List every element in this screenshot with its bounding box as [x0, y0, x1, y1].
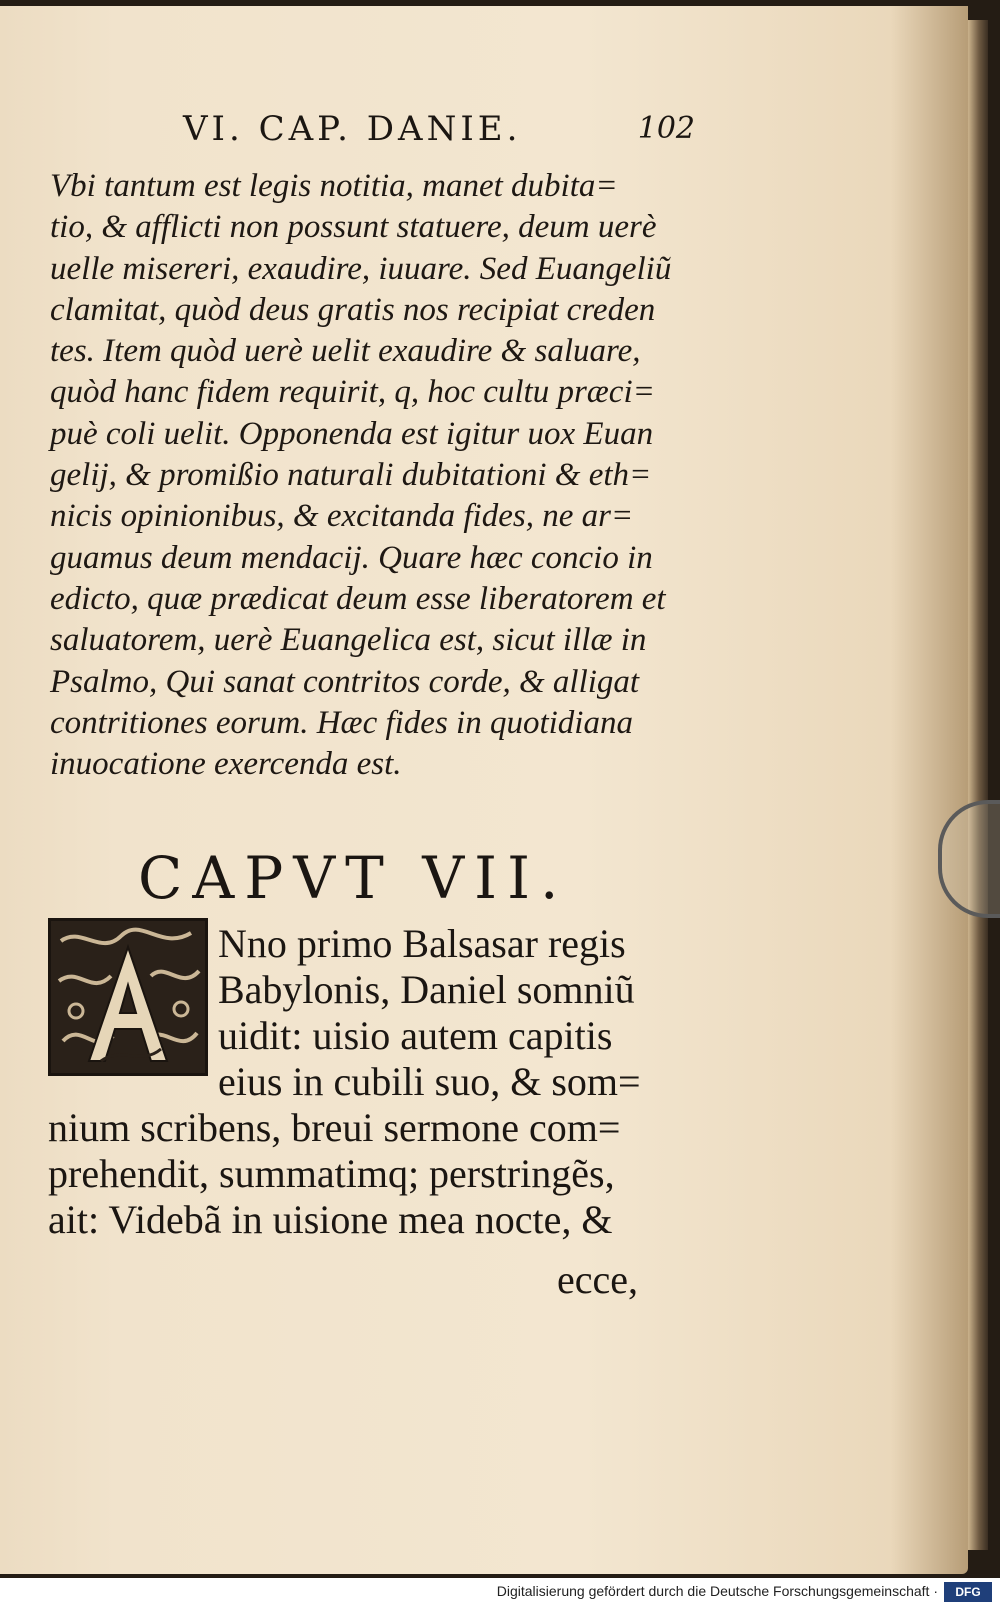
text-line: Vbi tantum est legis notitia, manet dubita= — [50, 168, 618, 204]
decorated-initial-icon — [48, 918, 208, 1076]
page-number: 102 — [637, 111, 695, 146]
text-line: nicis opinionibus, & excitanda fides, ne ar= — [50, 498, 634, 535]
text-line: gelij, & promißio naturali dubitationi & eth= — [50, 457, 652, 494]
text-line: clamitat, quòd deus gratis nos recipiat creden — [50, 291, 656, 328]
commentary-paragraph — [50, 166, 690, 785]
text-line: inuocatione exercenda est. — [50, 746, 402, 783]
text-line: tes. Item quòd uerè uelit exaudire & saluare, — [50, 333, 641, 370]
book-page — [0, 6, 968, 1574]
text-line: tio, & afflicti non possunt statuere, deum uerè — [50, 209, 657, 246]
text-line: uelle misereri, exaudire, iuuare. Sed Euangeliũ — [50, 250, 672, 287]
text-line: Nno primo Balsasar regis — [218, 921, 626, 966]
text-line: nium scribens, breui sermone com= — [48, 1105, 621, 1150]
text-line: uidit: uisio autem capitis — [218, 1013, 613, 1058]
page-header — [175, 104, 695, 154]
footer-bar — [0, 1578, 1000, 1607]
text-line: puè coli uelit. Opponenda est igitur uox Euan — [50, 415, 654, 452]
text-line: contritiones eorum. Hæc fides in quotidiana — [50, 704, 633, 741]
catchword: ecce, — [556, 1257, 638, 1302]
running-head: VI. CAP. DANIE. — [183, 109, 522, 149]
text-line: eius in cubili suo, & som= — [218, 1059, 641, 1104]
funding-credit: Digitalisierung gefördert durch die Deutsche Forschungsgemeinschaft · — [496, 1583, 938, 1599]
text-line: edicto, quæ prædicat deum esse liberatorem et — [50, 580, 666, 617]
text-line: Babylonis, Daniel somniũ — [218, 967, 635, 1012]
dfg-logo-icon: DFG — [944, 1582, 992, 1602]
text-line: ait: Videbã in uisione mea nocte, & — [48, 1197, 613, 1242]
text-line: guamus deum mendacij. Quare hæc concio in — [50, 539, 653, 576]
text-line: quòd hanc fidem requirit, q, hoc cultu præci= — [50, 374, 655, 411]
text-line: saluatorem, uerè Euangelica est, sicut illæ in — [50, 622, 647, 659]
chapter-title: CAPVT VII. — [138, 844, 569, 912]
text-line: prehendit, summatimq; perstringẽs, — [48, 1151, 615, 1196]
text-line: Psalmo, Qui sanat contritos corde, & alligat — [50, 663, 640, 700]
